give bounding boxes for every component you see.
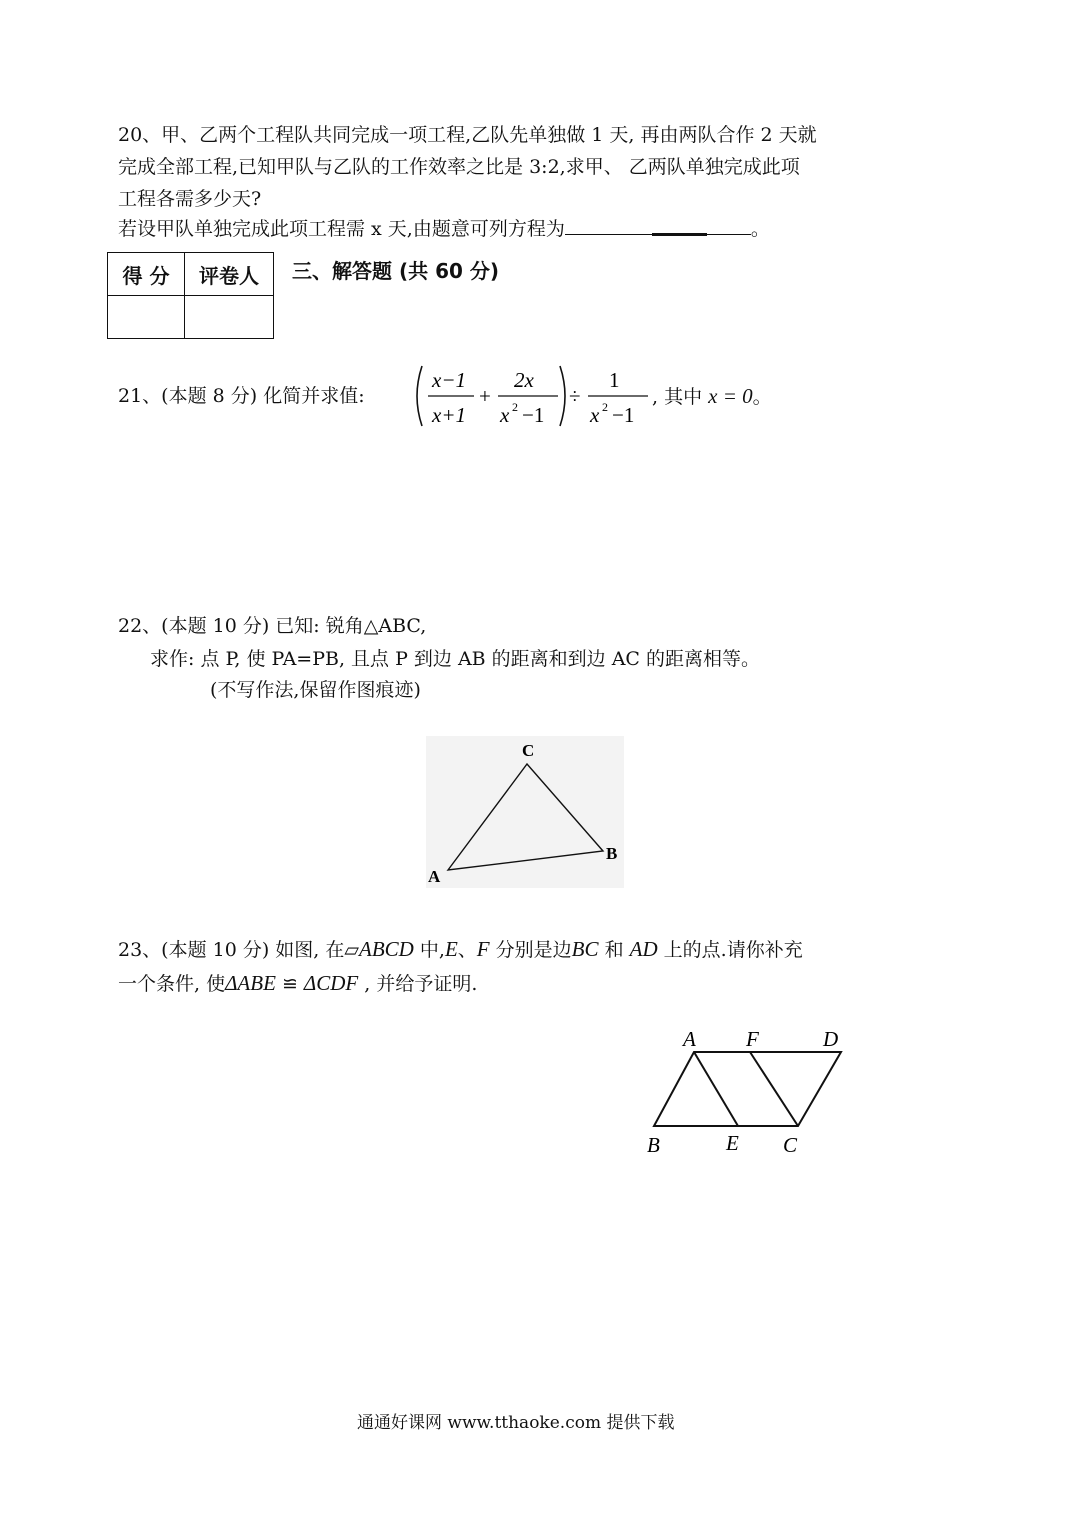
q21-condition: x = 0	[708, 384, 753, 408]
footer-text: 通通好课网 www.tthaoke.com 提供下载	[357, 1413, 675, 1433]
answer-blank[interactable]	[565, 216, 751, 235]
frac3-den-rest: −1	[612, 403, 635, 427]
q23-line1	[118, 936, 803, 963]
q23-e: E	[444, 937, 458, 961]
score-header: 得 分	[108, 253, 185, 296]
q20-line3: 工程各需多少天?	[118, 188, 262, 210]
vertex-b-label: B	[606, 844, 618, 863]
point-e-label: E	[726, 1131, 739, 1155]
q22-line1: 22、(本题 10 分) 已知: 锐角△ABC,	[118, 615, 427, 637]
frac2-den-exp: 2	[512, 400, 518, 414]
q23-sep: 、	[457, 939, 477, 961]
q23-line1-a: 23、(本题 10 分) 如图, 在	[118, 939, 345, 961]
section-title: 三、解答题 (共 60 分)	[292, 259, 500, 283]
q23-ad: AD	[629, 937, 658, 961]
grader-header: 评卷人	[185, 253, 274, 296]
point-b-label: B	[647, 1133, 660, 1157]
left-paren	[417, 366, 422, 426]
q21-suffix	[652, 383, 772, 410]
point-a-label: A	[683, 1027, 696, 1051]
parallelogram-abcd	[654, 1052, 841, 1126]
vertex-a-label: A	[428, 867, 441, 886]
frac3-den-exp: 2	[602, 400, 608, 414]
q20-line1: 20、甲、乙两个工程队共同完成一项工程,乙队先单独做 1 天, 再由两队合作 2 天就	[118, 124, 817, 146]
q20-line4	[118, 216, 770, 242]
q23-line2	[118, 970, 477, 997]
q23-name: ABCD	[359, 937, 414, 961]
triangle-figure	[426, 736, 624, 888]
q23-tri2: ΔCDF	[303, 971, 359, 995]
q23-line1-c: 分别是边	[495, 939, 572, 961]
right-paren	[560, 366, 565, 426]
vertex-c-label: C	[522, 741, 535, 760]
q23-line1-e: 上的点.请你补充	[663, 939, 803, 961]
frac1-denominator: x+1	[432, 403, 466, 427]
q20-line4-end: 。	[750, 218, 770, 240]
q23-line1-b: 中,	[419, 939, 445, 961]
q22-line2: 求作: 点 P, 使 PA=PB, 且点 P 到边 AB 的距离和到边 AC 的距离相等。	[150, 648, 761, 670]
q23-bc: BC	[571, 937, 599, 961]
q20-line4-text: 若设甲队单独完成此项工程需 x 天,由题意可列方程为	[118, 218, 565, 240]
q22-line3: (不写作法,保留作图痕迹)	[210, 679, 421, 701]
q23-line2-b: , 并给予证明.	[364, 973, 478, 995]
q21-end: 。	[752, 386, 772, 408]
q23-line2-a: 一个条件, 使	[118, 973, 226, 995]
q23-f: F	[476, 937, 490, 961]
grader-cell[interactable]	[185, 296, 274, 339]
score-table	[107, 252, 274, 339]
frac2-den-base: x	[500, 403, 510, 427]
point-f-label: F	[746, 1027, 759, 1051]
segment-ae	[694, 1052, 738, 1126]
q23-cong: ≌	[281, 973, 298, 995]
parallelogram-figure	[636, 1022, 856, 1162]
point-d-label: D	[823, 1027, 839, 1051]
q23-line1-d: 和	[604, 939, 624, 961]
q21-prefix: 21、(本题 8 分) 化简并求值:	[118, 385, 365, 407]
frac3-numerator: 1	[609, 368, 620, 392]
point-c-label: C	[783, 1133, 798, 1157]
plus-sign: +	[479, 384, 491, 408]
frac3-den-base: x	[590, 403, 600, 427]
segment-fc	[750, 1052, 798, 1126]
parallelogram-symbol: ▱	[344, 939, 360, 961]
frac2-den-rest: −1	[522, 403, 545, 427]
frac1-numerator: x−1	[432, 368, 466, 392]
div-sign: ÷	[569, 384, 581, 408]
q20-line2: 完成全部工程,已知甲队与乙队的工作效率之比是 3:2,求甲、 乙两队单独完成此项	[118, 156, 800, 178]
score-cell[interactable]	[108, 296, 185, 339]
q21-suffix-text: , 其中	[652, 386, 703, 408]
frac2-numerator: 2x	[514, 368, 534, 392]
q23-tri1: ΔABE	[225, 971, 276, 995]
